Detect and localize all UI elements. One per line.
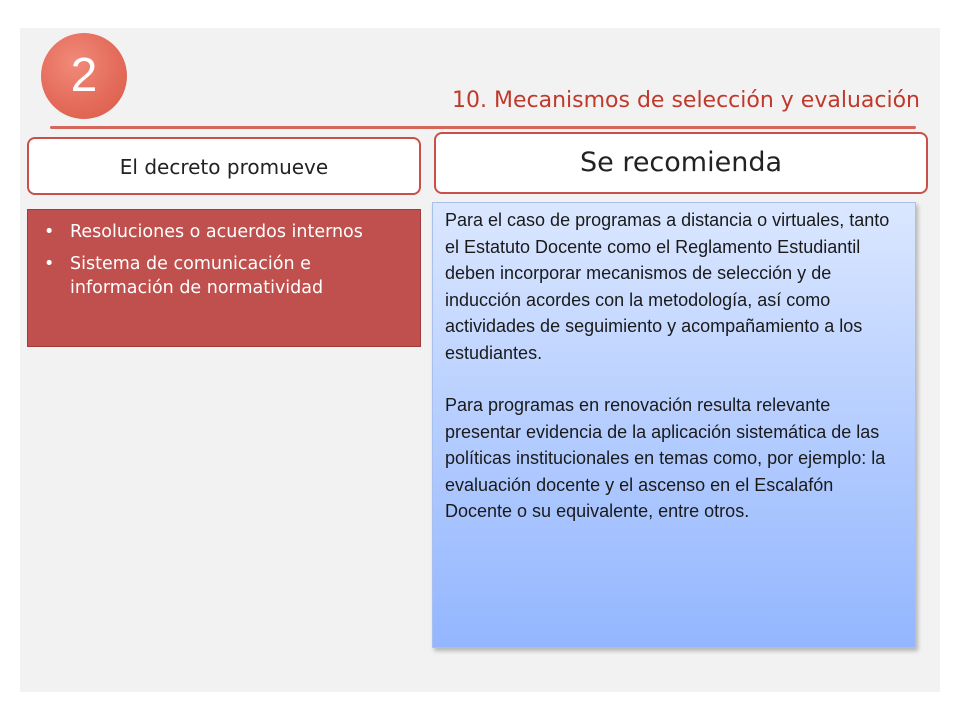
title-divider [50,126,916,129]
recommendation-paragraph: Para el caso de programas a distancia o virtuales, tanto el Estatuto Docente como el Reglamento Estudiantil deben incorporar mecanismos de selección y de inducción acordes con la metodología, así como actividades de seguimiento y acompañamiento a los estudiantes. [445,210,890,363]
left-panel-header-label: El decreto promueve [119,155,329,179]
right-panel-body [432,202,916,648]
list-item: • Resoluciones o acuerdos internos [70,220,410,244]
left-panel-list [40,220,410,300]
recommendation-paragraph: Para programas en renovación resulta relevante presentar evidencia de la aplicación sistemática de las políticas institucionales en temas como, por ejemplo: la evaluación docente y el ascenso en el Escalafón Docente o su equivalente, entre otros. [445,395,886,521]
slide-number-badge [41,33,127,119]
right-panel-header [434,132,928,194]
list-item: • Sistema de comunicación e información de normatividad [70,252,410,300]
slide-title: 10. Mecanismos de selección y evaluación [452,88,920,113]
left-panel-body [27,209,421,347]
slide-number: 2 [70,49,98,102]
right-panel-header-label: Se recomienda [579,147,783,178]
left-panel-header [27,137,421,195]
